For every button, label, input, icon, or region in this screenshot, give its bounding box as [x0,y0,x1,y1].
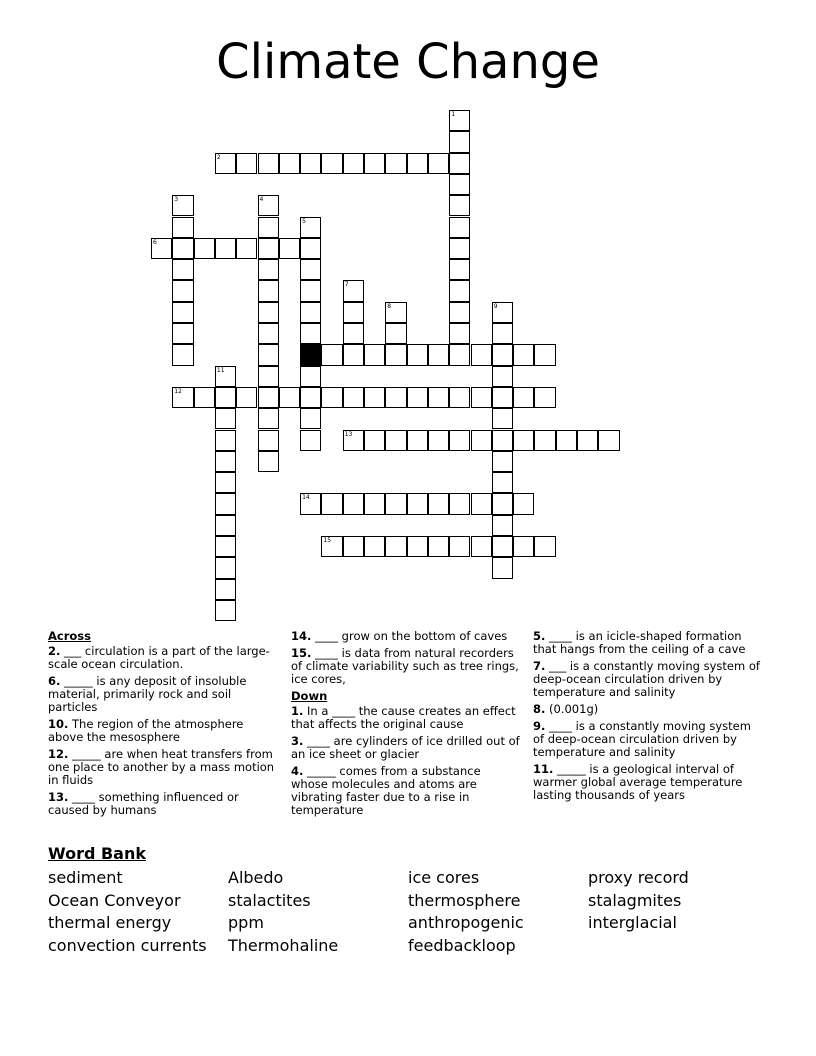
clue-number: 12 [174,387,182,395]
clue [291,647,521,686]
crossword-cell[interactable] [300,387,321,408]
crossword-cell[interactable] [215,387,236,408]
crossword-cell[interactable] [151,238,172,259]
crossword-cell[interactable] [428,344,449,365]
clue-text: _____ are when heat transfers from one place to another by a mass motion in fluids [48,747,275,787]
clues-column-1 [48,630,278,821]
clue-text: ____ is data from natural recorders of climate variability such as tree rings, ice cores, [291,646,519,686]
crossword-cell[interactable] [449,259,470,280]
crossword-cell[interactable] [534,536,555,557]
crossword-cell[interactable] [300,408,321,429]
crossword-cell[interactable] [172,259,193,280]
crossword-cell[interactable] [449,217,470,238]
crossword-cell[interactable] [321,536,342,557]
clue [48,791,278,817]
crossword-cell[interactable] [577,430,598,451]
crossword-cell[interactable] [300,217,321,238]
clue-number: 6. [48,674,61,688]
crossword-cell[interactable] [258,408,279,429]
crossword-cell[interactable] [258,259,279,280]
crossword-cell[interactable] [407,493,428,514]
crossword-cell[interactable] [343,344,364,365]
crossword-cell[interactable] [407,153,428,174]
crossword-cell[interactable] [300,430,321,451]
crossword-cell[interactable] [449,174,470,195]
clue-number: 15 [323,537,332,544]
crossword-cell[interactable] [556,430,577,451]
crossword-cell[interactable] [343,430,364,451]
clue-text: ____ grow on the bottom of caves [311,629,508,643]
crossword-cell[interactable] [513,344,534,365]
crossword-cell[interactable] [428,430,449,451]
word-bank-item: Ocean Conveyor [48,890,181,910]
clue-text: The region of the atmosphere above the mesosphere [48,717,244,744]
crossword-cell[interactable] [534,430,555,451]
clue-number: 3. [291,734,304,748]
clue [48,675,278,714]
clue-number: 14 [302,494,310,502]
crossword-cell[interactable] [492,302,513,323]
crossword-cell[interactable] [194,387,215,408]
crossword-cell[interactable] [471,430,492,451]
clue [291,705,521,731]
clue-number: 9. [533,719,546,733]
crossword-cell[interactable] [364,387,385,408]
clue-number: 2. [48,644,61,658]
word-bank-item: thermal energy [48,913,172,933]
crossword-cell[interactable] [321,387,342,408]
crossword-cell[interactable] [215,238,236,259]
crossword-cell[interactable] [492,344,513,365]
crossword-cell[interactable] [385,493,406,514]
crossword-cell[interactable] [172,387,193,408]
word-bank-item: ice cores [408,868,480,887]
word-bank-item: proxy record [588,868,689,887]
crossword-cell[interactable] [258,366,279,387]
crossword-cell[interactable] [449,387,470,408]
crossword-cell[interactable] [258,430,279,451]
crossword-cell[interactable] [321,153,342,174]
crossword-cell[interactable] [258,153,279,174]
clue-text: _____ is a geological interval of warmer global average temperature lasting thousands of years [533,762,743,802]
clue-number: 2 [216,153,221,161]
crossword-cell[interactable] [279,153,300,174]
clue-number: 9 [493,302,498,310]
crossword-cell[interactable] [343,280,364,301]
crossword-cell[interactable] [449,536,470,557]
crossword-cell[interactable] [449,323,470,344]
crossword-cell[interactable] [258,344,279,365]
crossword-cell[interactable] [385,536,406,557]
page-title: Climate Change [216,34,600,90]
clue [533,630,763,656]
crossword-cell[interactable] [258,217,279,238]
clue-number: 10. [48,717,69,731]
crossword-cell[interactable] [513,430,534,451]
crossword-cell[interactable] [385,153,406,174]
crossword-cell[interactable] [513,387,534,408]
clue-text: ___ circulation is a part of the large-scale ocean circulation. [48,644,270,671]
crossword-cell[interactable] [279,238,300,259]
clue-text: ____ are cylinders of ice drilled out of an ice sheet or glacier [291,734,520,761]
clue [533,720,763,759]
crossword-cell[interactable] [449,131,470,152]
crossword-cell[interactable] [300,323,321,344]
crossword-cell[interactable] [428,387,449,408]
clue [291,735,521,761]
crossword-cell[interactable] [172,302,193,323]
crossword-cell[interactable] [449,302,470,323]
clues-column-2 [291,630,521,821]
crossword-cell[interactable] [534,387,555,408]
crossword-cell[interactable] [492,493,513,514]
crossword-cell[interactable] [215,515,236,536]
crossword-cell[interactable] [300,259,321,280]
crossword-cell[interactable] [215,366,236,387]
crossword-cell[interactable] [364,344,385,365]
crossword-cell[interactable] [449,195,470,216]
clue-text: ___ is a constantly moving system of deep-ocean circulation driven by temperature and salinity [533,659,760,699]
clue-number: 14. [291,629,312,643]
crossword-cell[interactable] [172,217,193,238]
crossword-cell[interactable] [258,302,279,323]
clue-number: 13 [344,430,353,438]
crossword-cell[interactable] [471,387,492,408]
clue-number: 1 [451,111,456,118]
crossword-cell[interactable] [471,493,492,514]
clue [48,645,278,671]
clue-number: 7. [533,659,546,673]
crossword-cell[interactable] [449,430,470,451]
crossword-cell[interactable] [300,366,321,387]
clue-number: 15. [291,646,312,660]
clue-text: _____ is any deposit of insoluble material, primarily rock and soil particles [48,674,247,714]
word-bank-item: ppm [228,913,264,933]
crossword-cell[interactable] [172,344,193,365]
clue-number: 4. [291,764,304,778]
crossword-cell[interactable] [343,323,364,344]
clue-text: ____ is a constantly moving system of deep-ocean circulation driven by temperature and salinity [533,719,751,759]
across-heading: Across [48,629,91,643]
clue-number: 8 [387,302,392,310]
crossword-cell[interactable] [492,536,513,557]
clue [291,630,521,643]
crossword-cell[interactable] [471,536,492,557]
word-bank-item: interglacial [588,913,677,933]
crossword-cell[interactable] [300,302,321,323]
crossword-cell[interactable] [428,536,449,557]
word-bank-item: convection currents [48,936,207,956]
crossword-cell[interactable] [492,451,513,472]
crossword-cell[interactable] [215,153,236,174]
clue-number: 13. [48,790,69,804]
crossword-cell[interactable] [236,387,257,408]
crossword-cell[interactable] [385,344,406,365]
clue-number: 7 [344,281,349,289]
word-bank-item: stalactites [228,890,311,910]
crossword-cell[interactable] [428,493,449,514]
clue-text: In a ____ the cause creates an effect that affects the original cause [291,704,516,731]
crossword-cell[interactable] [172,323,193,344]
crossword-cell[interactable] [343,153,364,174]
crossword-cell[interactable] [534,344,555,365]
clue [48,718,278,744]
clue-number: 6 [153,238,157,246]
crossword-cell[interactable] [492,557,513,578]
crossword-cell[interactable] [258,238,279,259]
crossword-cell[interactable] [215,579,236,600]
clue-number: 1. [291,704,304,718]
crossword-cell[interactable] [449,238,470,259]
crossword-cell[interactable] [513,536,534,557]
word-bank-item: thermosphere [408,890,521,910]
word-bank-item: Thermohaline [228,936,339,956]
word-bank-item: stalagmites [588,890,682,910]
clue [533,763,763,802]
clue-number: 3 [174,196,179,204]
down-heading: Down [291,689,328,703]
crossword-cell[interactable] [300,280,321,301]
crossword-cell[interactable] [215,451,236,472]
crossword-cell[interactable] [258,451,279,472]
crossword-cell[interactable] [364,430,385,451]
crossword-cell[interactable] [343,387,364,408]
word-bank [48,867,768,958]
crossword-cell[interactable] [194,238,215,259]
crossword-cell[interactable] [300,153,321,174]
crossword-cell[interactable] [385,302,406,323]
crossword-cell[interactable] [407,430,428,451]
clue [48,748,278,787]
crossword-cell[interactable] [321,493,342,514]
crossword-cell[interactable] [258,195,279,216]
black-square [300,344,321,365]
clue [533,703,763,716]
crossword-cell[interactable] [364,493,385,514]
crossword-cell[interactable] [598,430,619,451]
crossword-cell[interactable] [385,387,406,408]
clue-number: 8. [533,702,546,716]
crossword-cell[interactable] [215,557,236,578]
crossword-cell[interactable] [215,472,236,493]
crossword-cell[interactable] [407,536,428,557]
crossword-cell[interactable] [343,536,364,557]
crossword-cell[interactable] [449,280,470,301]
crossword-cell[interactable] [513,493,534,514]
crossword-cell[interactable] [215,493,236,514]
word-bank-title: Word Bank [48,844,147,863]
clue-text: ____ something influenced or caused by humans [48,790,239,817]
crossword-cell[interactable] [236,238,257,259]
crossword-cell[interactable] [279,387,300,408]
crossword-cell[interactable] [407,344,428,365]
crossword-cell[interactable] [364,153,385,174]
crossword-cell[interactable] [364,536,385,557]
crossword-cell[interactable] [407,387,428,408]
clues-column-3 [533,630,763,806]
crossword-cell[interactable] [492,472,513,493]
crossword-cell[interactable] [449,110,470,131]
clue [533,660,763,699]
crossword-cell[interactable] [172,280,193,301]
crossword-cell[interactable] [215,536,236,557]
crossword-cell[interactable] [492,387,513,408]
crossword-cell[interactable] [215,600,236,621]
clue-number: 11 [216,366,225,374]
crossword-cell[interactable] [258,323,279,344]
crossword-cell[interactable] [343,302,364,323]
clue-number: 5 [302,217,306,225]
crossword-cell[interactable] [215,408,236,429]
crossword-cell[interactable] [343,493,364,514]
crossword-cell[interactable] [471,344,492,365]
crossword-cell[interactable] [449,344,470,365]
crossword-cell[interactable] [492,366,513,387]
crossword-cell[interactable] [449,493,470,514]
crossword-cell[interactable] [258,387,279,408]
word-bank-item: Albedo [228,868,284,887]
crossword-cell[interactable] [258,280,279,301]
crossword-cell[interactable] [300,493,321,514]
clue-text: (0.001g) [545,702,599,716]
clue [291,765,521,817]
clue-number: 5. [533,629,546,643]
clue-text: _____ comes from a substance whose molecules and atoms are vibrating faster due to a rise in temperature [291,764,481,817]
clue-number: 11. [533,762,554,776]
word-bank-item: feedbackloop [408,936,516,956]
clue-text: ____ is an icicle-shaped formation that hangs from the ceiling of a cave [533,629,746,656]
crossword-cell[interactable] [428,153,449,174]
crossword-cell[interactable] [385,430,406,451]
crossword-cell[interactable] [321,344,342,365]
crossword-cell[interactable] [215,430,236,451]
crossword-cell[interactable] [385,323,406,344]
crossword-cell[interactable] [492,430,513,451]
crossword-cell[interactable] [172,195,193,216]
crossword-cell[interactable] [492,515,513,536]
word-bank-item: sediment [48,868,123,887]
word-bank-item: anthropogenic [408,913,524,933]
crossword-cell[interactable] [172,238,193,259]
crossword-cell[interactable] [236,153,257,174]
clue-number: 4 [259,196,264,204]
crossword-cell[interactable] [492,323,513,344]
crossword-cell[interactable] [492,408,513,429]
clue-number: 12. [48,747,69,761]
crossword-cell[interactable] [449,153,470,174]
crossword-cell[interactable] [300,238,321,259]
